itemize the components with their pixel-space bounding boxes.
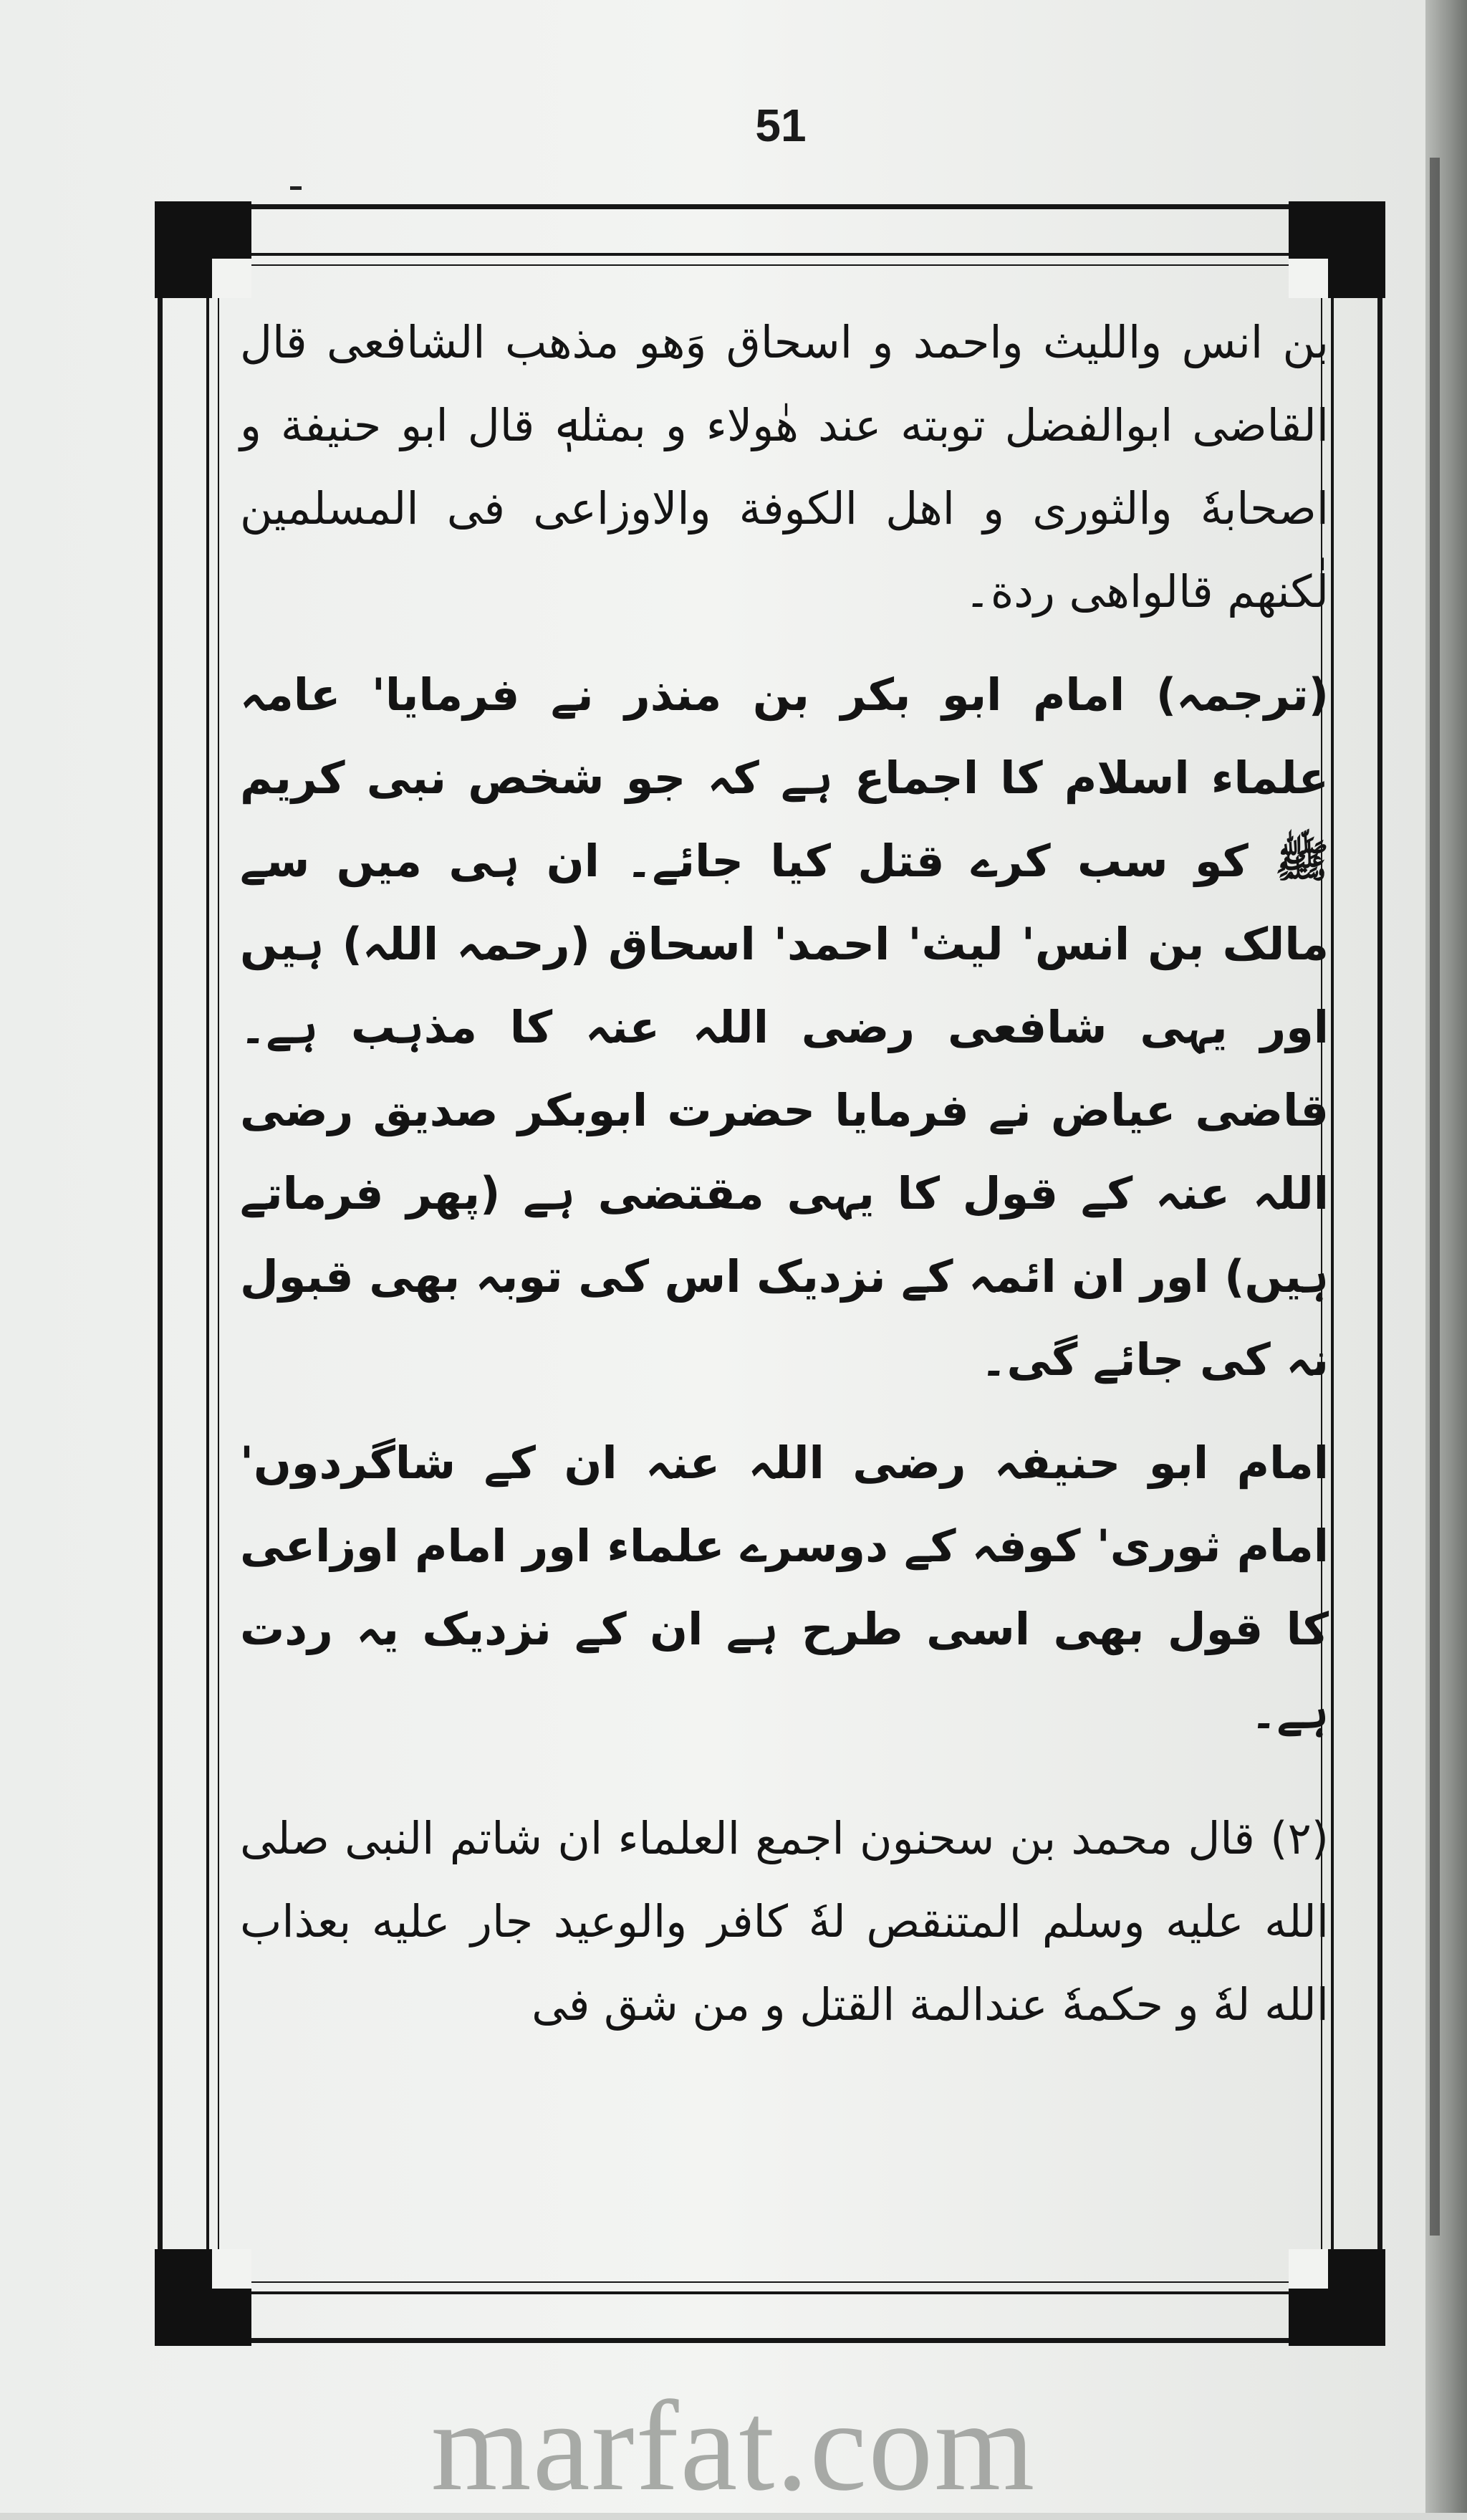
- adjacent-page-edge: [1425, 0, 1467, 2513]
- margin-mark: [290, 186, 302, 190]
- arabic-paragraph: بن انس والليث واحمد و اسحاق وَهو مذهب الشافعى قال القاضى ابوالفضل توبته عند هٰولاء و بمثلهٖ قال ابو حنيفة و اصحابهٗ والثورى و اهل الكوفة والاوزاعى فى المسلمين لٰكنهم قالواهى ردة۔: [240, 316, 1329, 618]
- frame-corner-ornament: [1289, 201, 1385, 298]
- urdu-paragraph: امام ابو حنیفہ رضی اللہ عنہ ان کے شاگردوں' امام ثوری' کوفہ کے دوسرے علماء اور امام اوزاعی کا قول بھی اسی طرح ہے ان کے نزدیک یہ ردت ہے۔: [240, 1437, 1329, 1738]
- frame-corner-ornament: [155, 2249, 251, 2346]
- frame-corner-ornament: [155, 201, 251, 298]
- watermark: marfat.com: [431, 2375, 1036, 2517]
- urdu-translation-paragraph: (ترجمہ) امام ابو بکر بن منذر نے فرمایا' عامہ علماء اسلام کا اجماع ہے کہ جو شخص نبی کریم ﷺ کو سب کرے قتل کیا جائے۔ ان ہی میں سے مالک بن انس' لیث' احمد' اسحاق (رحمہ اللہ) ہیں اور یہی شافعی رضی اللہ عنہ کا مذہب ہے۔ قاضی عیاض نے فرمایا حضرت ابوبکر صدیق رضی اللہ عنہ کے قول کا یہی مقتضی ہے (پھر فرماتے ہیں) اور ان ائمہ کے نزدیک اس کی توبہ بھی قبول نہ کی جائے گی۔: [240, 669, 1329, 1386]
- page-number: 51: [755, 100, 807, 151]
- arabic-paragraph: (۲) قال محمد بن سحنون اجمع العلماء ان شاتم النبى صلى الله عليه وسلم المتنقص لهٗ كافر والوعيد جار عليه بعذاب الله لهٗ و حكمهٗ عندالمة القتل و من شق فى: [240, 1812, 1329, 2031]
- frame-corner-ornament: [1289, 2249, 1385, 2346]
- body-text: [240, 301, 1329, 2046]
